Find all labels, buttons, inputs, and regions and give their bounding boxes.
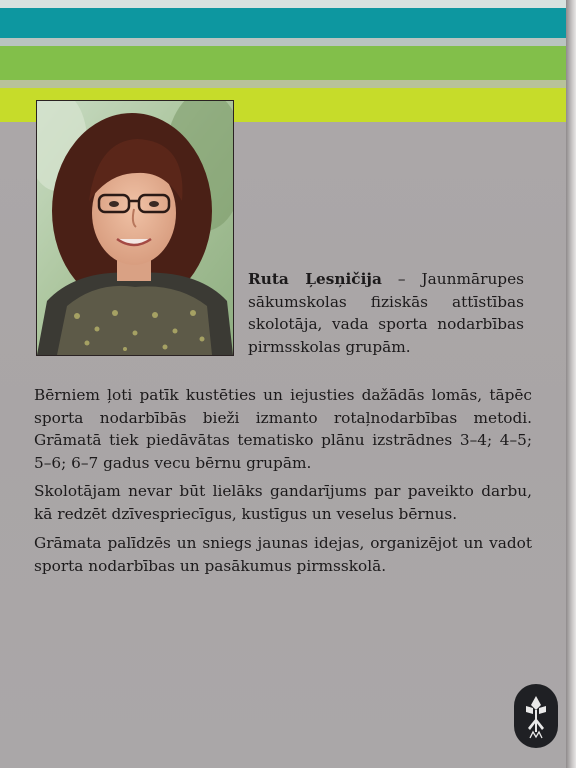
blurb-paragraph-2: Skolotājam nevar būt lielāks gandarījums par paveikto darbu, kā redzēt dzīvespriecīgus, kustīgus un veselus bērnus. [34, 482, 532, 523]
author-portrait-illustration [37, 101, 233, 355]
publisher-logo-icon [514, 684, 558, 748]
blurb-paragraph-3: Grāmata palīdzēs un sniegs jaunas idejas, organizējot un vadot sporta nodarbības un pasākumus pirmsskolā. [34, 534, 532, 575]
author-bio [248, 268, 524, 358]
blurb-paragraph-1: Bērniem ļoti patīk kustēties un iejusties dažādās lomās, tāpēc sporta nodarbībās bieži izmanto rotaļnodarbības metodi. Grāmatā tiek piedāvātas tematisko plānu izstrādnes 3–4; 4–5; 5–6; 6–7 gadus vecu bērnu grupām. [34, 386, 532, 472]
stripe-green [0, 46, 566, 80]
stripe-gap [0, 80, 566, 88]
stripe-gap [0, 38, 566, 46]
author-photo [37, 101, 233, 355]
top-strip [0, 0, 566, 8]
author-description: – Jaunmārupes sākumskolas fiziskās attīstības skolotāja, vada sporta nodarbības pirmsskolas grupām. [248, 270, 524, 356]
stripe-teal [0, 8, 566, 38]
author-name: Ruta Ļesņičija [248, 270, 382, 288]
spine-edge [566, 0, 576, 768]
